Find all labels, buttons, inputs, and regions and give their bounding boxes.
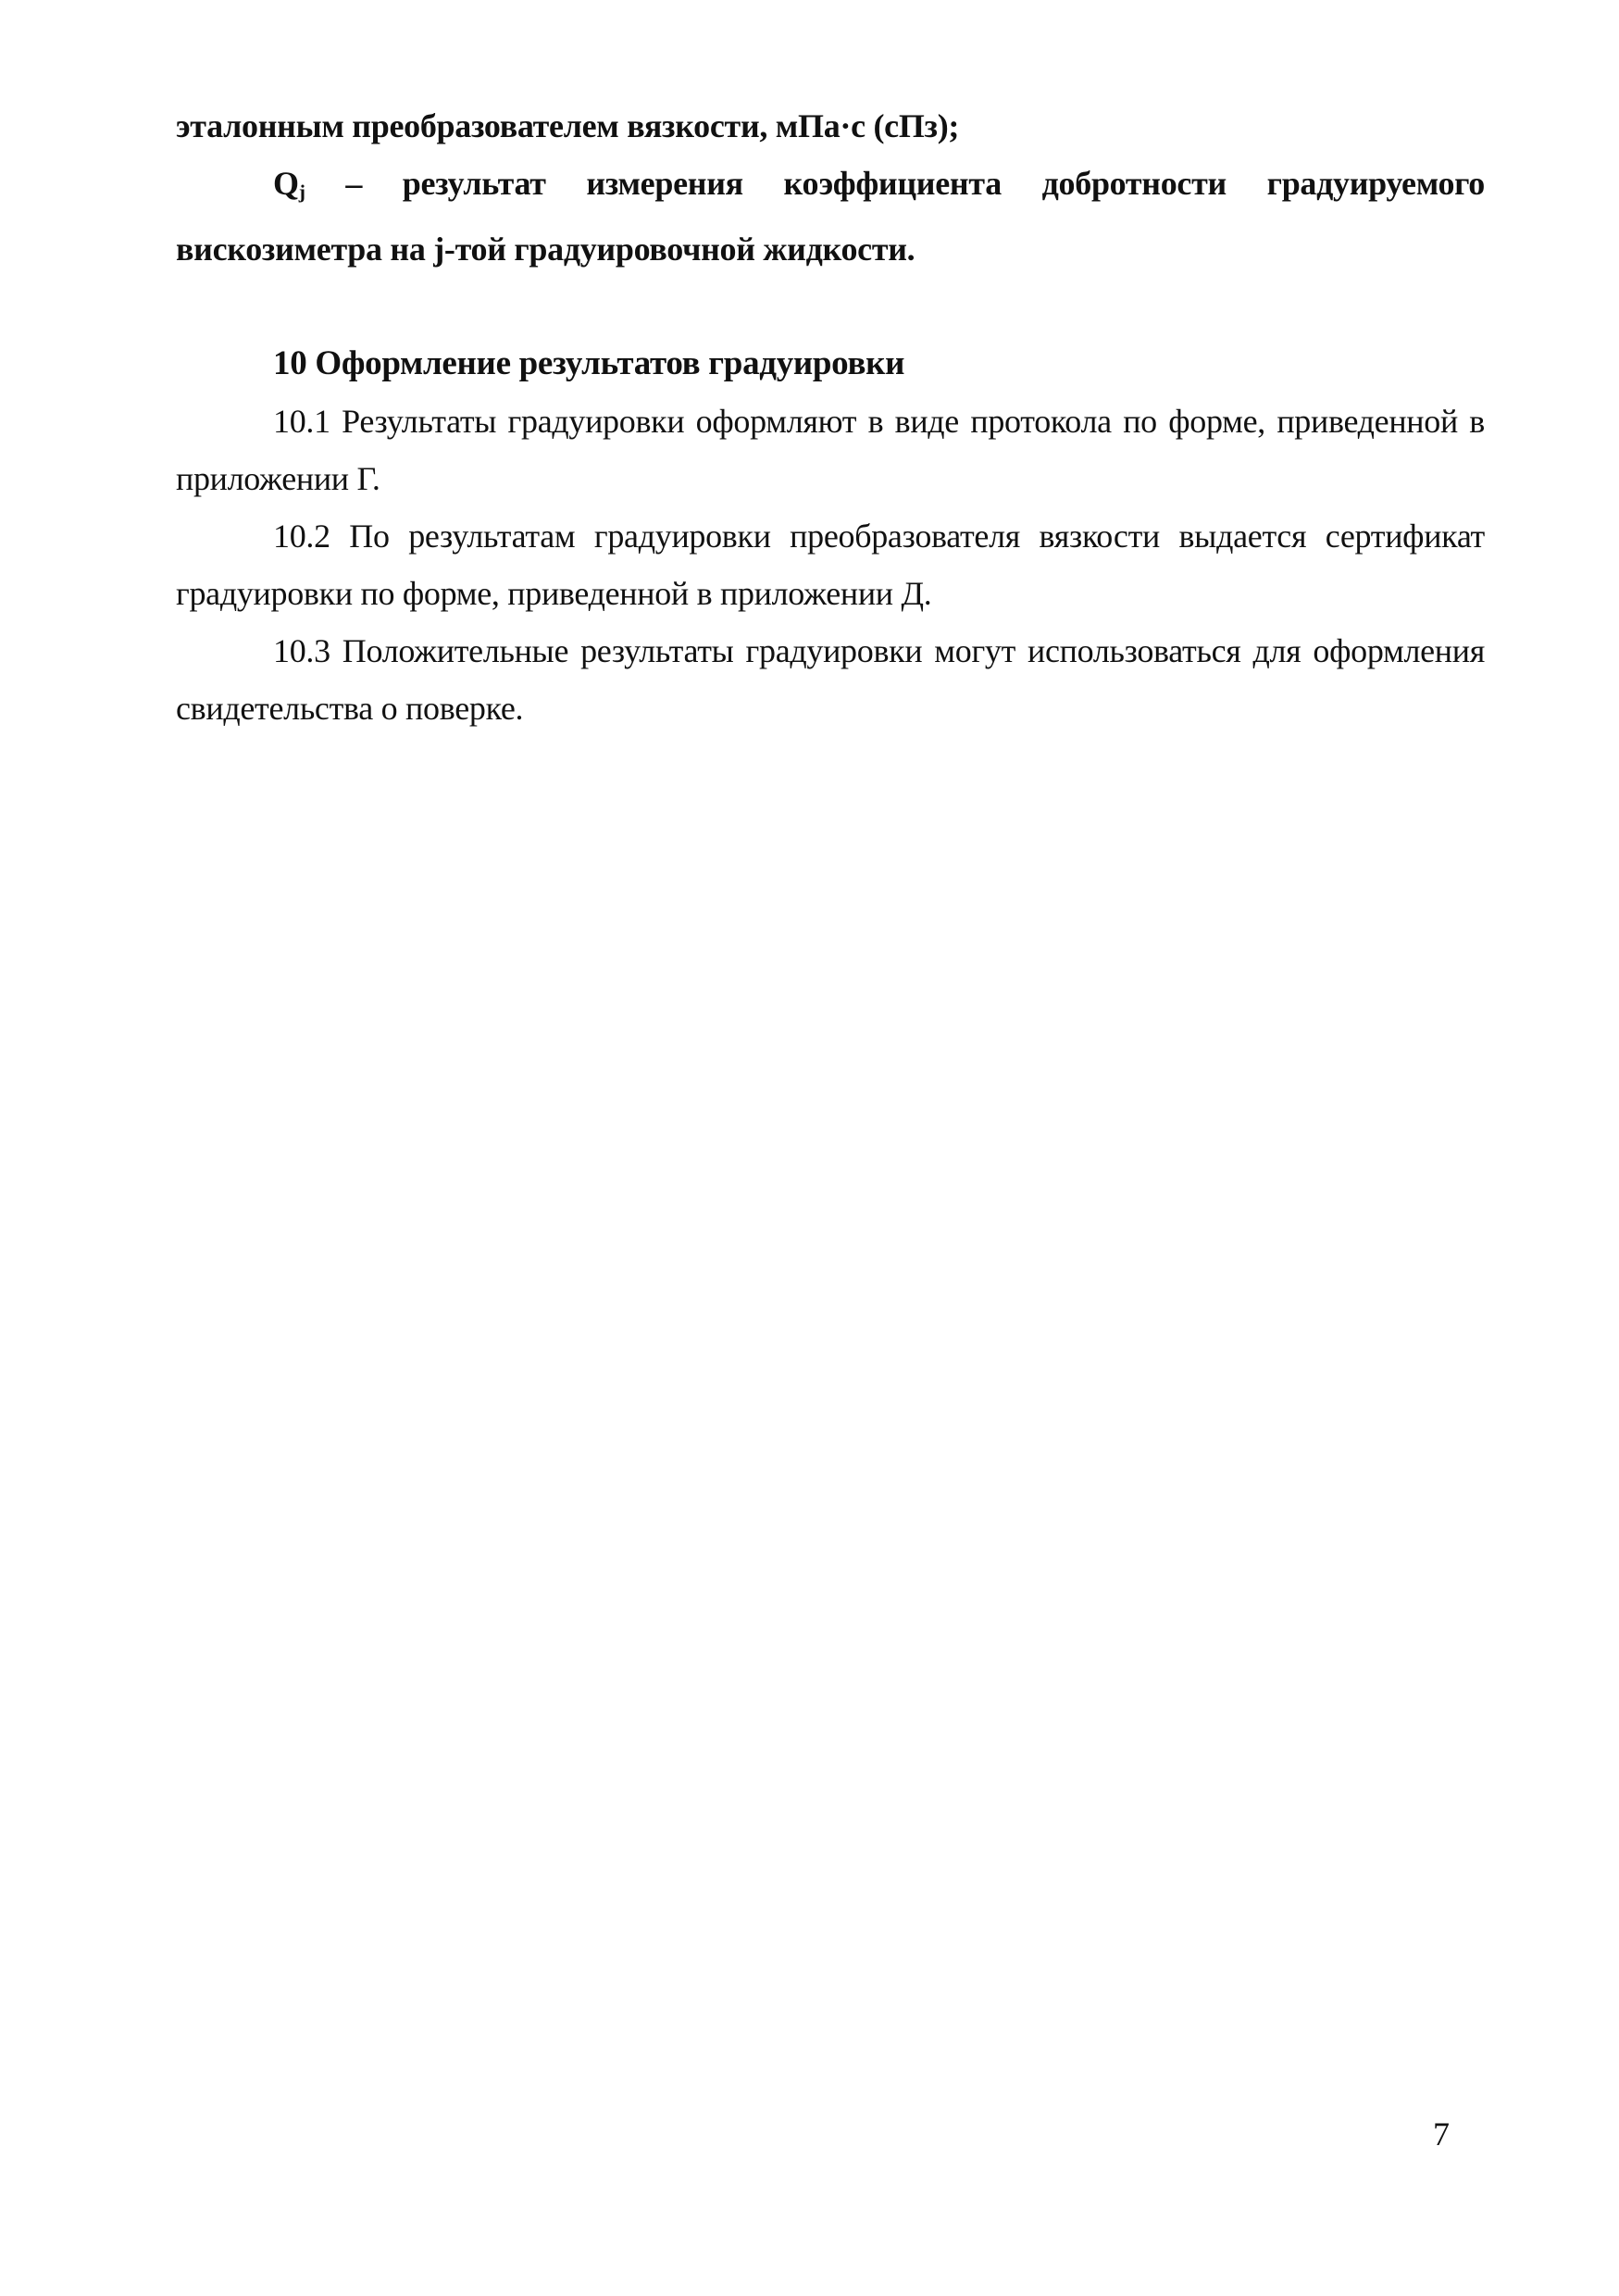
paragraph-q-definition — [176, 155, 1485, 278]
q-definition-text: – результат измерения коэффициента добротности градуируемого вискозиметра на j-той градуировочной жидкости. — [176, 165, 1485, 268]
q-symbol: Q — [273, 165, 299, 202]
page-content — [176, 97, 1485, 737]
paragraph-10-1: 10.1 Результаты градуировки оформляют в виде протокола по форме, приведенной в приложении Г. — [176, 403, 1485, 497]
q-subscript: j — [298, 181, 305, 203]
section-heading: 10 Оформление результатов градуировки — [273, 344, 905, 382]
paragraph-10-3: 10.3 Положительные результаты градуировки могут использоваться для оформления свидетельства о поверке. — [176, 632, 1485, 727]
paragraph-10-2: 10.2 По результатам градуировки преобразователя вязкости выдается сертификат градуировки по форме, приведенной в приложении Д. — [176, 518, 1485, 612]
page-number: 7 — [1433, 2115, 1450, 2152]
paragraph-continuation: эталонным преобразователем вязкости, мПа·с (сПз); — [176, 107, 960, 144]
